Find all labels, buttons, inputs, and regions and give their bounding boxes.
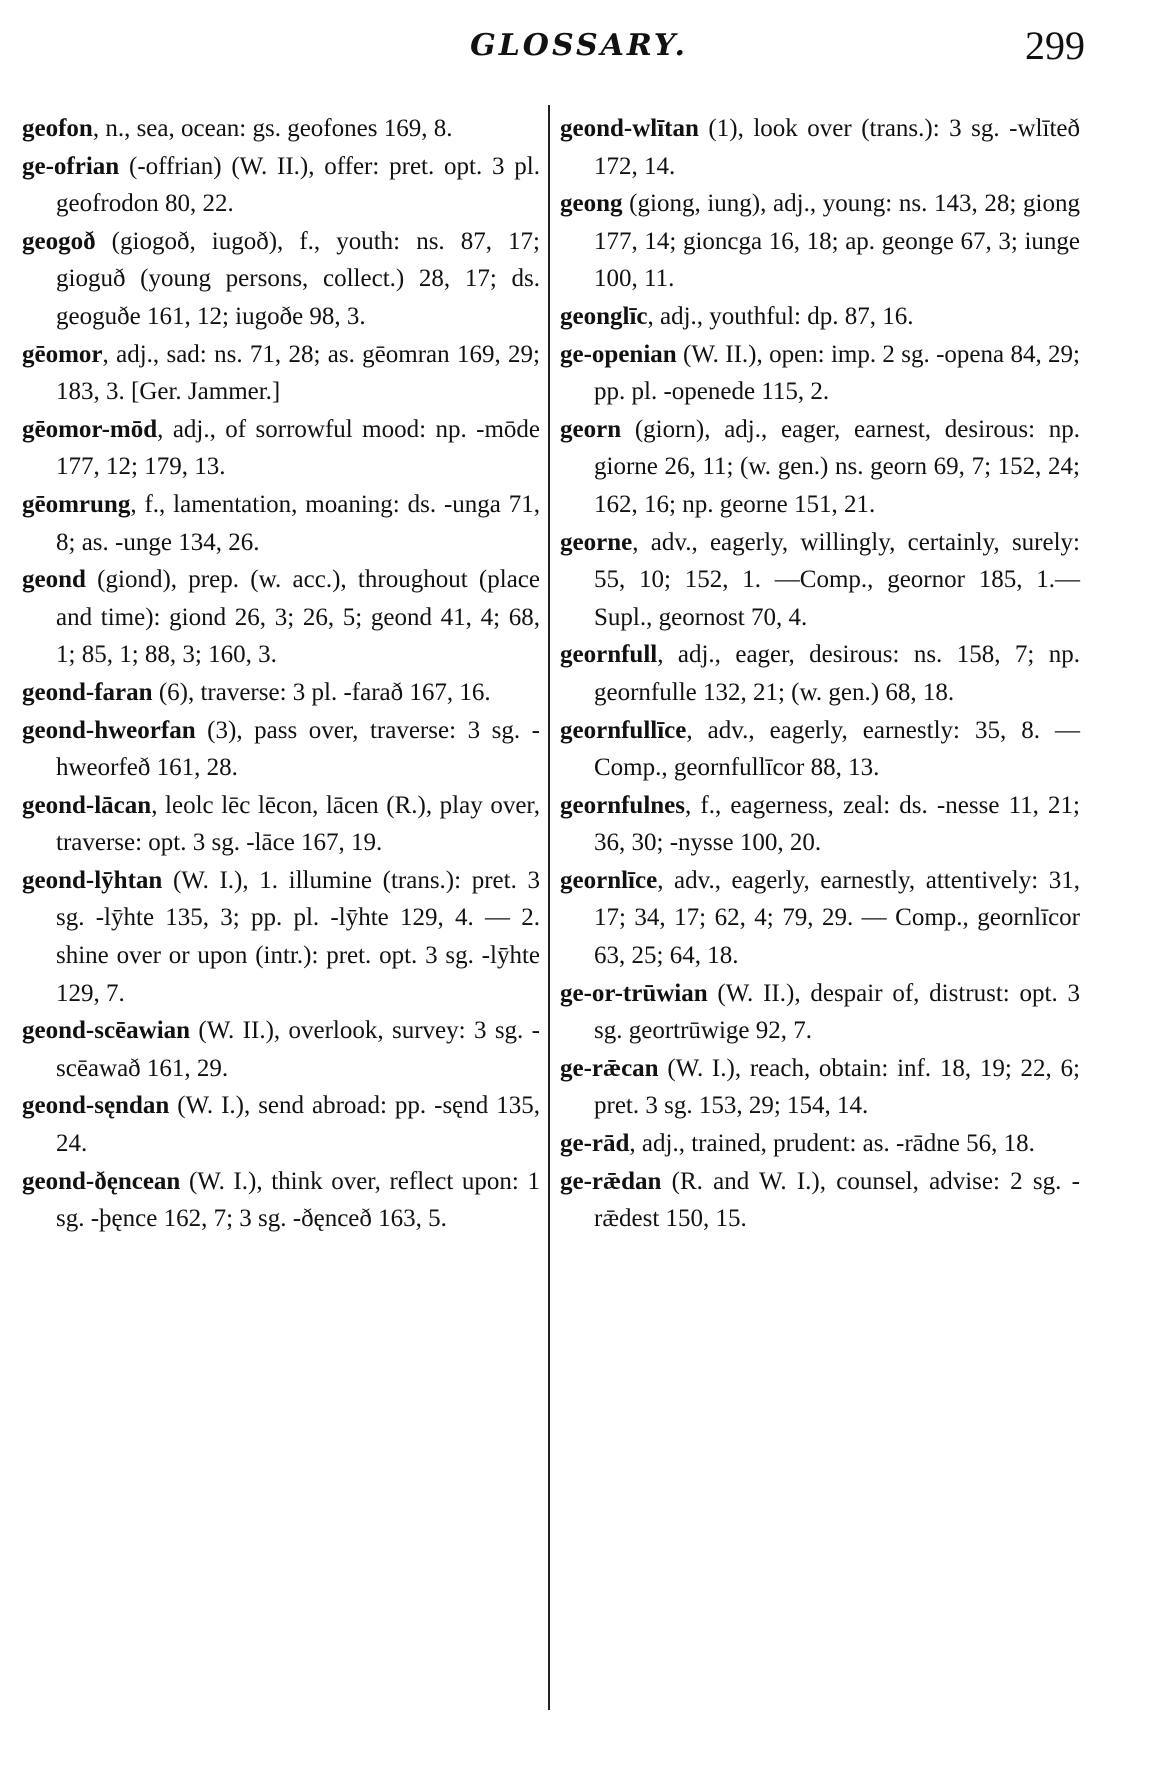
glossary-entry — [560, 185, 1080, 298]
entry-headword: ge-or-trūwian — [560, 979, 708, 1007]
left-column — [22, 110, 540, 1238]
entry-headword: geond-lācan — [22, 791, 152, 819]
entry-definition: (W. II.), open: imp. 2 sg. -opena 84, 29; pp. pl. -openede 115, 2. — [594, 340, 1080, 406]
entry-definition: , f., lamentation, moaning: ds. -unga 71, 8; as. -unge 134, 26. — [56, 490, 540, 556]
entry-definition: (giogoð, iugoð), f., youth: ns. 87, 17; gioguð (young persons, collect.) 28, 17; ds. geoguðe 161, 12; iugoðe 98, 3. — [56, 227, 540, 330]
entry-definition: , adj., trained, prudent: as. -rādne 56, 18. — [629, 1130, 1035, 1158]
entry-headword: georne — [560, 528, 633, 556]
entry-headword: geofon — [22, 115, 93, 142]
entry-definition: (W. I.), 1. illumine (trans.): pret. 3 sg. -lȳhte 135, 3; pp. pl. -lȳhte 129, 4. — 2. shine over or upon (intr.): pret. opt. 3 sg. -lȳhte 129, 7. — [56, 866, 540, 1007]
entry-headword: geond — [22, 566, 86, 594]
entry-definition: (W. II.), overlook, survey: 3 sg. -scēawað 161, 29. — [56, 1017, 540, 1082]
entry-headword: geornfull — [560, 641, 658, 669]
glossary-entry — [22, 148, 540, 223]
glossary-entry — [22, 674, 540, 712]
glossary-entry — [560, 1050, 1080, 1125]
column-divider — [548, 105, 550, 1710]
glossary-entry — [560, 1163, 1080, 1238]
running-head — [0, 22, 1158, 72]
glossary-entry — [560, 298, 1080, 336]
right-column — [560, 110, 1080, 1238]
entry-headword: ge-rǣcan — [560, 1054, 659, 1082]
entry-headword: geornfullīce — [560, 716, 687, 744]
entry-headword: geong — [560, 190, 623, 218]
glossary-entry — [560, 524, 1080, 637]
glossary-entry — [22, 486, 540, 561]
entry-headword: geond-wlītan — [560, 115, 699, 142]
glossary-entry — [22, 411, 540, 486]
entry-headword: geond-scēawian — [22, 1017, 191, 1045]
entry-headword: geornfulnes — [560, 791, 685, 819]
entry-headword: gēomrung — [22, 490, 131, 518]
glossary-entry — [22, 223, 540, 336]
entry-definition: , f., eagerness, zeal: ds. -nesse 11, 21; 36, 30; -nysse 100, 20. — [594, 791, 1080, 857]
entry-headword: gēomor — [22, 340, 103, 368]
entry-definition: , adj., of sorrowful mood: np. -mōde 177, 12; 179, 13. — [56, 415, 540, 481]
glossary-entry — [22, 1163, 540, 1238]
entry-definition: , adj., eager, desirous: ns. 158, 7; np. geornfulle 132, 21; (w. gen.) 68, 18. — [594, 641, 1080, 706]
glossary-entry — [560, 336, 1080, 411]
entry-definition: (3), pass over, traverse: 3 sg. -hweorfeð 161, 28. — [56, 716, 540, 782]
glossary-entry — [22, 110, 540, 148]
entry-definition: (W. I.), send abroad: pp. -sęnd 135, 24. — [56, 1092, 540, 1158]
entry-headword: geogoð — [22, 227, 96, 255]
glossary-entry — [22, 336, 540, 411]
entry-definition: , adv., eagerly, willingly, certainly, surely: 55, 10; 152, 1. —Comp., geornor 185, 1.—Supl., geornost 70, 4. — [594, 528, 1080, 631]
entry-definition: (6), traverse: 3 pl. -farað 167, 16. — [152, 678, 491, 706]
glossary-entry — [560, 862, 1080, 975]
entry-definition: , adj., youthful: dp. 87, 16. — [647, 302, 914, 330]
entry-definition: (giond), prep. (w. acc.), throughout (place and time): giond 26, 3; 26, 5; geond 41, 4; 68, 1; 85, 1; 88, 3; 160, 3. — [56, 566, 540, 669]
entry-headword: geond-ðęncean — [22, 1167, 181, 1195]
glossary-entry — [22, 862, 540, 1012]
entry-headword: ge-rād — [560, 1130, 630, 1158]
glossary-entry — [560, 787, 1080, 862]
entry-definition: , leolc lēc lēcon, lācen (R.), play over, traverse: opt. 3 sg. -lāce 167, 19. — [56, 791, 540, 857]
glossary-entry — [560, 636, 1080, 711]
glossary-entry — [22, 787, 540, 862]
entry-definition: , adj., sad: ns. 71, 28; as. gēomran 169, 29; 183, 3. [Ger. Jammer.] — [56, 340, 540, 406]
entry-definition: , adv., eagerly, earnestly: 35, 8. — Comp., geornfullīcor 88, 13. — [594, 716, 1080, 782]
glossary-entry — [22, 712, 540, 787]
glossary-entry — [560, 1125, 1080, 1163]
glossary-entry — [560, 975, 1080, 1050]
glossary-entry — [560, 110, 1080, 185]
glossary-entry — [560, 712, 1080, 787]
entry-definition: (giong, iung), adj., young: ns. 143, 28; giong 177, 14; gioncga 16, 18; ap. geonge 67, 3; iunge 100, 11. — [594, 190, 1080, 293]
entry-headword: geond-sęndan — [22, 1092, 170, 1120]
entry-definition: (W. I.), think over, reflect upon: 1 sg. -þęnce 162, 7; 3 sg. -ðęnceð 163, 5. — [56, 1167, 540, 1233]
entry-headword: geornlīce — [560, 866, 658, 894]
page-number: 299 — [1025, 23, 1085, 68]
entry-definition: , n., sea, ocean: gs. geofones 169, 8. — [92, 115, 453, 142]
entry-definition: (1), look over (trans.): 3 sg. -wlīteð 172, 14. — [594, 115, 1080, 180]
entry-definition: , adv., eagerly, earnestly, attentively: 31, 17; 34, 17; 62, 4; 79, 29. — Comp., geornlīcor 63, 25; 64, 18. — [594, 866, 1080, 970]
glossary-entry — [22, 1012, 540, 1087]
glossary-entry — [22, 561, 540, 674]
entry-headword: geonglīc — [560, 302, 648, 330]
entry-headword: gēomor-mōd — [22, 415, 158, 443]
entry-definition: (giorn), adj., eager, earnest, desirous: np. giorne 26, 11; (w. gen.) ns. georn 69, 7; 152, 24; 162, 16; np. georne 151, 21. — [594, 415, 1080, 518]
entry-headword: geond-hweorfan — [22, 716, 196, 744]
entry-headword: ge-openian — [560, 340, 677, 368]
entry-definition: (-offrian) (W. II.), offer: pret. opt. 3 pl. geofrodon 80, 22. — [56, 152, 540, 218]
entry-headword: geond-lȳhtan — [22, 866, 163, 894]
glossary-entry — [22, 1087, 540, 1162]
entry-definition: (W. I.), reach, obtain: inf. 18, 19; 22, 6; pret. 3 sg. 153, 29; 154, 14. — [594, 1054, 1080, 1120]
entry-headword: ge-ofrian — [22, 152, 120, 180]
entry-definition: (R. and W. I.), counsel, advise: 2 sg. -rǣdest 150, 15. — [594, 1167, 1080, 1233]
entry-headword: ge-rǣdan — [560, 1167, 662, 1195]
glossary-entry — [560, 411, 1080, 524]
entry-headword: geond-faran — [22, 678, 153, 706]
entry-definition: (W. II.), despair of, distrust: opt. 3 sg. geortrūwige 92, 7. — [594, 979, 1080, 1045]
entry-headword: georn — [560, 415, 622, 443]
page-title: GLOSSARY. — [470, 28, 688, 63]
